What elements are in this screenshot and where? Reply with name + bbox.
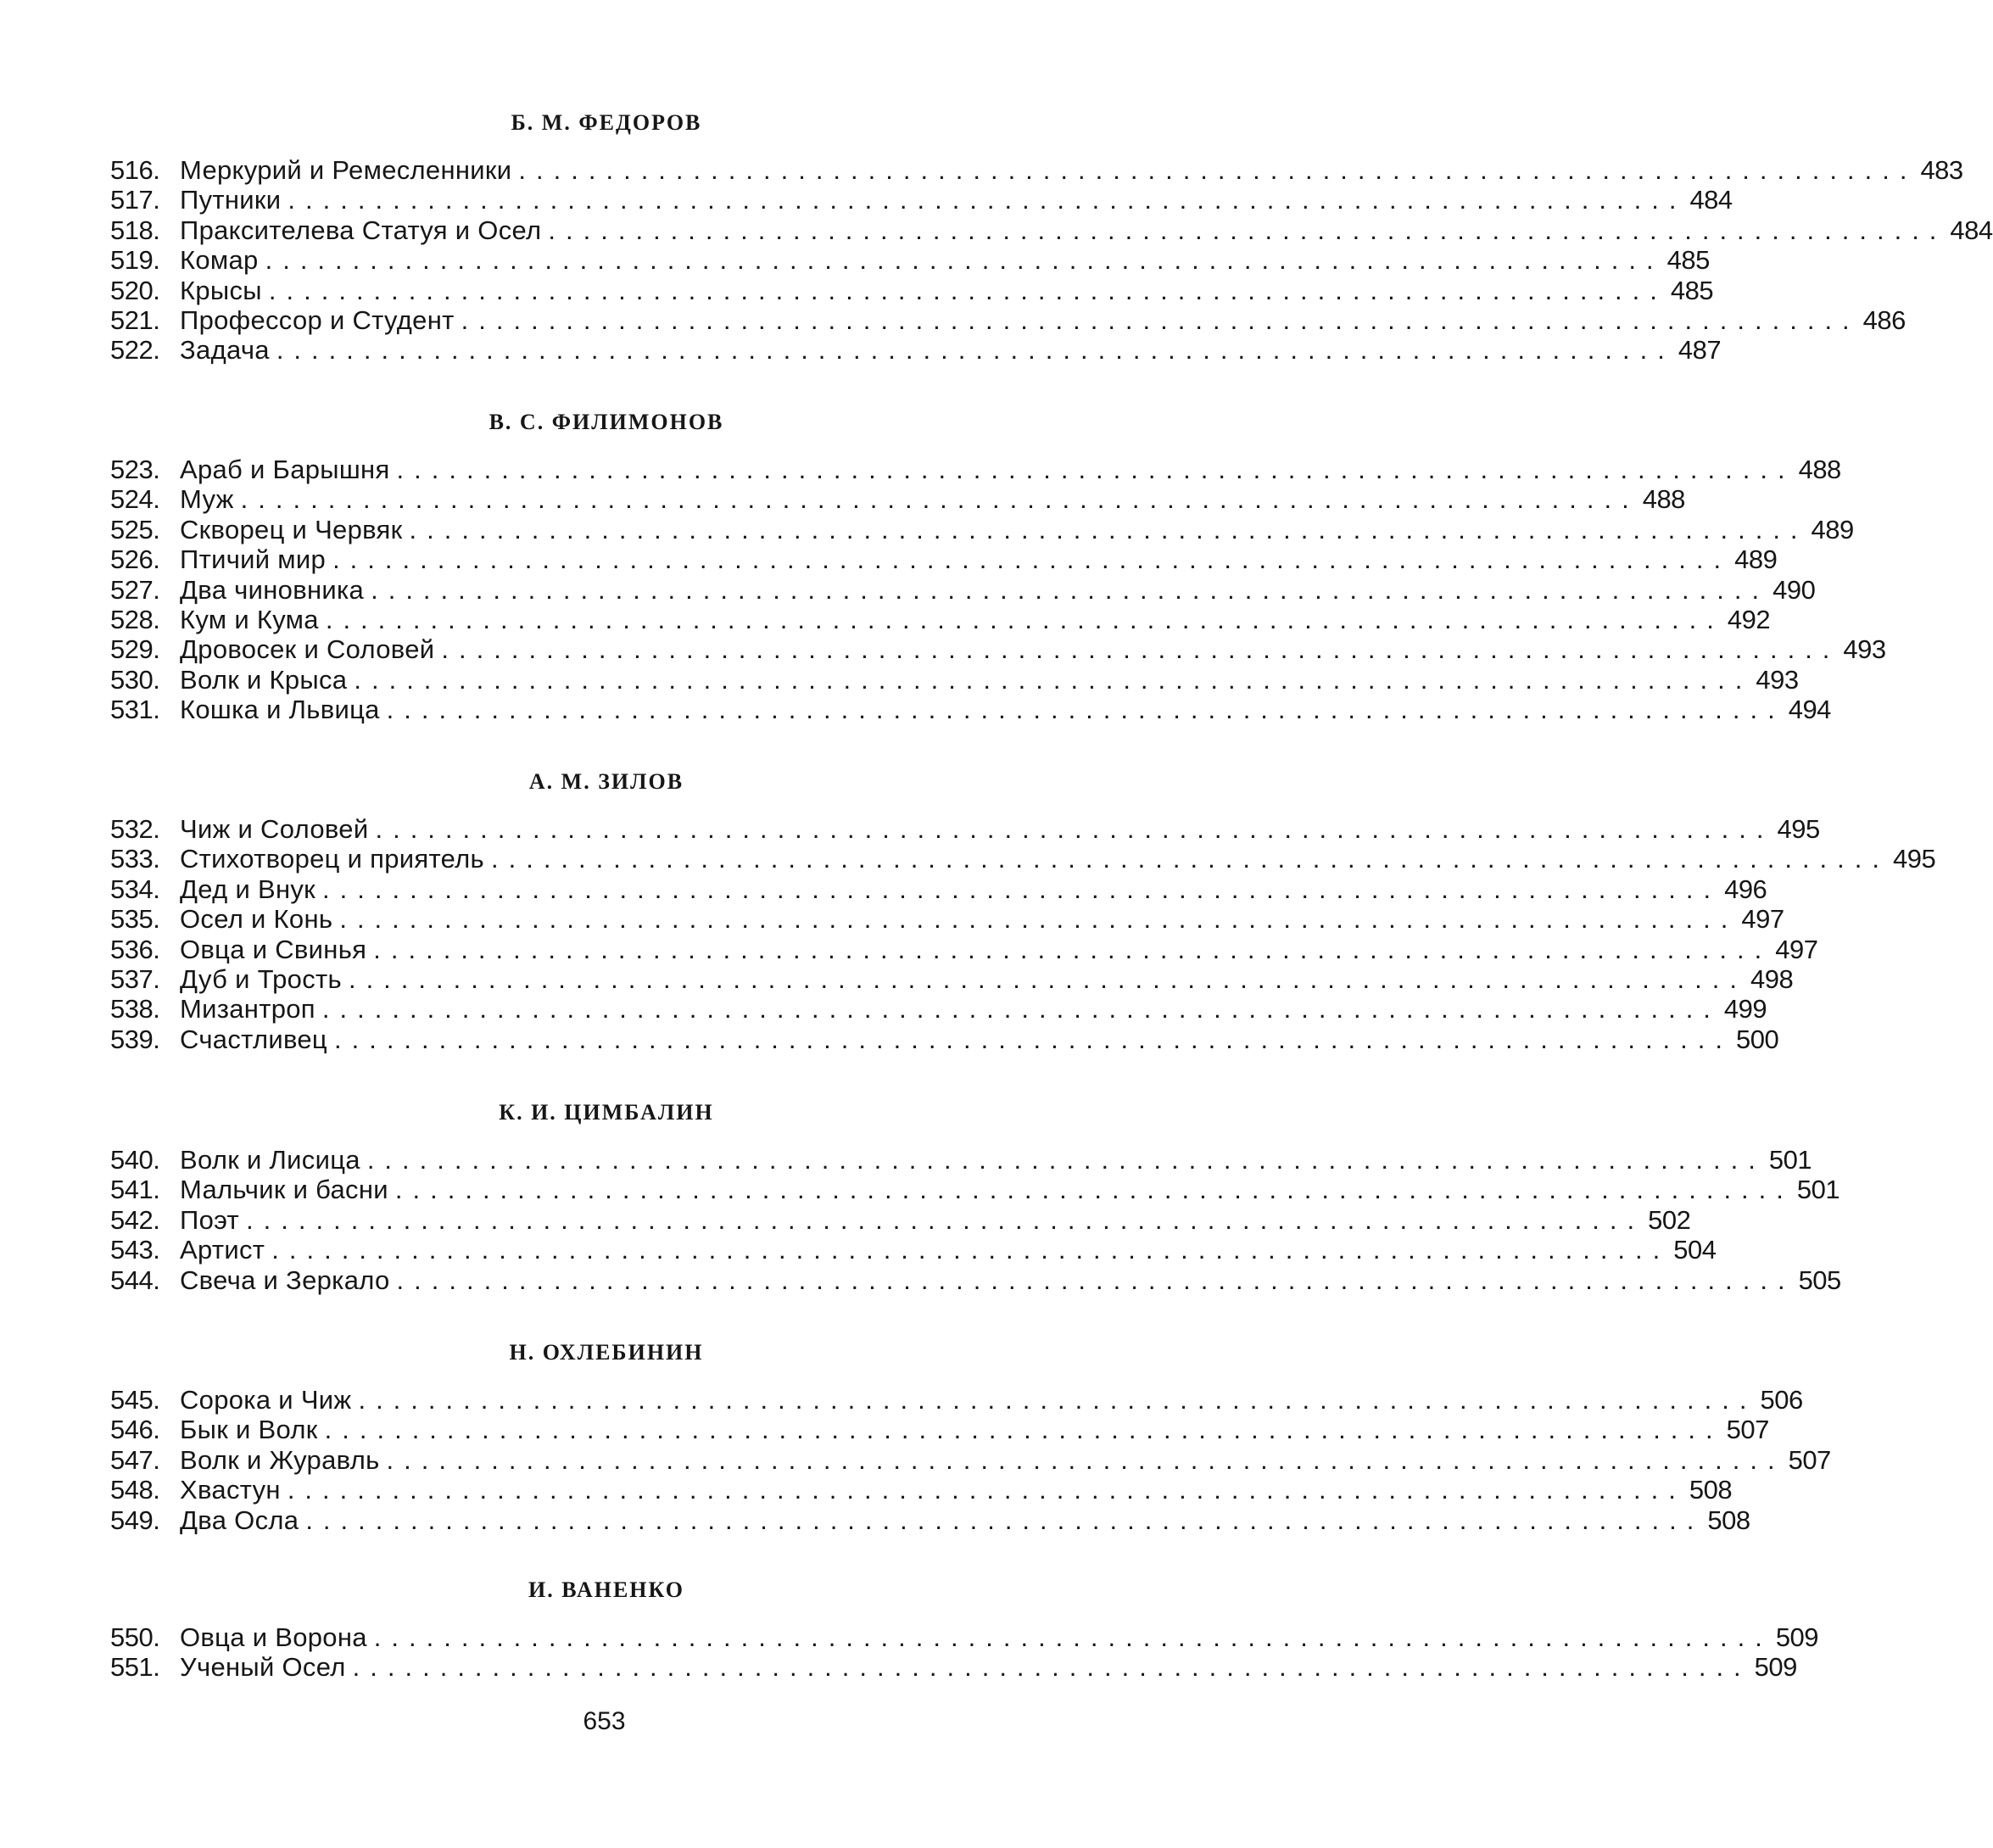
entry-title: Мальчик и басни: [180, 1175, 388, 1205]
toc-entry: [110, 484, 1685, 515]
toc-entry: [110, 604, 1771, 634]
dot-leader: ................................................................................: [441, 634, 1840, 665]
entry-number: 526.: [110, 544, 160, 575]
entry-title: Араб и Барышня: [180, 455, 390, 484]
entry-number: 537.: [110, 963, 160, 994]
toc-entry: [110, 1024, 1779, 1054]
toc-entry: [110, 1475, 1733, 1505]
entry-page: 494: [1788, 695, 1831, 725]
entry-number: 532.: [110, 814, 160, 844]
toc-entry: [110, 1204, 1691, 1235]
dot-leader: ................................................................................: [375, 814, 1774, 844]
toc-entry: [110, 1385, 1803, 1415]
toc-entry: [110, 695, 1831, 725]
dot-leader: ................................................................................: [288, 185, 1687, 215]
entry-page: 497: [1775, 934, 1818, 964]
dot-leader: ................................................................................: [305, 1505, 1705, 1535]
entry-list: [110, 155, 1993, 366]
entry-title: Овца и Свинья: [180, 934, 367, 964]
dot-leader: ................................................................................: [409, 514, 1808, 544]
entry-title: Птичий мир: [180, 544, 327, 575]
toc-entry: [110, 963, 1794, 994]
entry-title: Скворец и Червяк: [180, 514, 403, 544]
toc-entry: [110, 844, 1936, 874]
entry-number: 520.: [110, 275, 160, 305]
entry-number: 518.: [110, 215, 160, 245]
dot-leader: ................................................................................: [366, 1145, 1766, 1175]
entry-number: 548.: [110, 1475, 160, 1505]
entry-page: 502: [1648, 1204, 1691, 1235]
entry-page: 507: [1726, 1415, 1769, 1445]
section-author-heading: А. М. ЗИЛОВ: [528, 769, 684, 794]
entry-page: 504: [1673, 1235, 1717, 1265]
dot-leader: ................................................................................: [321, 994, 1721, 1024]
entry-number: 545.: [110, 1385, 160, 1415]
entry-page: 498: [1750, 963, 1794, 994]
entry-number: 539.: [110, 1024, 160, 1054]
toc-entry: [110, 574, 1816, 605]
dot-leader: ................................................................................: [352, 1652, 1751, 1683]
toc-entry: [110, 904, 1784, 935]
entry-title: Дед и Внук: [180, 874, 316, 904]
entry-page: 507: [1788, 1444, 1831, 1475]
entry-number: 529.: [110, 634, 160, 665]
entry-list: [110, 455, 1886, 725]
entry-page: 485: [1666, 245, 1710, 276]
toc-entry: [110, 215, 1993, 245]
toc-entry: [110, 634, 1886, 665]
toc-entry: [110, 1145, 1812, 1175]
dot-leader: ................................................................................: [548, 215, 1947, 245]
toc-entry: [110, 1235, 1717, 1265]
entry-number: 540.: [110, 1145, 160, 1175]
entry-title: Хвастун: [180, 1475, 281, 1505]
dot-leader: ................................................................................: [396, 1265, 1795, 1295]
entry-title: Артист: [180, 1235, 265, 1265]
toc-entry: [110, 1415, 1769, 1445]
entry-title: Путники: [180, 185, 282, 215]
dot-leader: ................................................................................: [246, 1204, 1645, 1235]
entry-number: 521.: [110, 304, 160, 335]
entry-page: 508: [1689, 1475, 1733, 1505]
entry-page: 490: [1772, 574, 1816, 605]
entry-list: [110, 1145, 1841, 1295]
entry-title: Волк и Крыса: [180, 664, 348, 695]
entry-page: 495: [1893, 844, 1936, 874]
dot-leader: ................................................................................: [386, 695, 1785, 725]
entry-number: 551.: [110, 1652, 160, 1683]
dot-leader: ................................................................................: [324, 1415, 1723, 1445]
dot-leader: ................................................................................: [240, 484, 1639, 515]
dot-leader: ................................................................................: [271, 1235, 1671, 1265]
dot-leader: ................................................................................: [322, 874, 1722, 904]
toc-entry: [110, 874, 1767, 904]
entry-number: 547.: [110, 1444, 160, 1475]
entry-title: Кошка и Львица: [180, 695, 380, 725]
section-author-heading: И. ВАНЕНКО: [528, 1577, 684, 1602]
entry-title: Свеча и Зеркало: [180, 1265, 390, 1295]
entry-title: Ученый Осел: [180, 1652, 346, 1683]
dot-leader: ................................................................................: [461, 304, 1860, 335]
entry-number: 528.: [110, 604, 160, 634]
toc-entry: [110, 185, 1733, 215]
entry-title: Комар: [180, 245, 259, 276]
entry-number: 519.: [110, 245, 160, 276]
entry-number: 550.: [110, 1622, 160, 1652]
entry-page: 509: [1754, 1652, 1797, 1683]
dot-leader: ................................................................................: [325, 604, 1724, 634]
entry-number: 541.: [110, 1175, 160, 1205]
entry-number: 531.: [110, 695, 160, 725]
dot-leader: ................................................................................: [396, 455, 1795, 484]
entry-page: 501: [1768, 1145, 1812, 1175]
toc-entry: [110, 814, 1820, 844]
toc-entry: [110, 1652, 1797, 1683]
entry-title: Дуб и Трость: [180, 963, 342, 994]
toc-entry: [110, 1505, 1750, 1535]
entry-page: 489: [1811, 514, 1854, 544]
entry-page: 506: [1760, 1385, 1803, 1415]
toc-entry: [110, 994, 1767, 1024]
entry-title: Стихотворец и приятель: [180, 844, 484, 874]
section-author-heading: Н. ОХЛЕБИНИН: [509, 1340, 704, 1365]
toc-entry: [110, 455, 1841, 484]
dot-leader: ................................................................................: [490, 844, 1890, 874]
entry-number: 543.: [110, 1235, 160, 1265]
entry-title: Счастливец: [180, 1024, 327, 1054]
entry-page: 496: [1724, 874, 1767, 904]
entry-page: 485: [1670, 275, 1714, 305]
entry-page: 509: [1775, 1622, 1819, 1652]
toc-entry: [110, 1175, 1840, 1205]
toc-entry: [110, 335, 1722, 366]
entry-title: Волк и Журавль: [180, 1444, 380, 1475]
entry-number: 536.: [110, 934, 160, 964]
dot-leader: ................................................................................: [386, 1444, 1785, 1475]
entry-title: Задача: [180, 335, 270, 366]
toc-entry: [110, 245, 1710, 276]
entry-number: 525.: [110, 514, 160, 544]
entry-title: Мизантроп: [180, 994, 315, 1024]
toc-entry: [110, 275, 1714, 305]
entry-title: Меркурий и Ремесленники: [180, 155, 512, 185]
entry-title: Осел и Конь: [180, 904, 333, 935]
dot-leader: ................................................................................: [276, 335, 1675, 366]
page-number: 653: [583, 1707, 626, 1735]
toc-entry: [110, 544, 1778, 575]
toc-entry: [110, 1444, 1831, 1475]
entry-title: Крысы: [180, 275, 262, 305]
entry-title: Два Осла: [180, 1505, 299, 1535]
entry-page: 487: [1678, 335, 1722, 366]
entry-page: 492: [1727, 604, 1771, 634]
entry-page: 508: [1707, 1505, 1750, 1535]
dot-leader: ................................................................................: [518, 155, 1918, 185]
entry-number: 542.: [110, 1204, 160, 1235]
dot-leader: ................................................................................: [358, 1385, 1757, 1415]
dot-leader: ................................................................................: [287, 1475, 1686, 1505]
toc-entry: [110, 155, 1963, 185]
entry-title: Чиж и Соловей: [180, 814, 369, 844]
entry-title: Дровосек и Соловей: [180, 634, 435, 665]
entry-list: [110, 1622, 1819, 1683]
toc-entry: [110, 934, 1818, 964]
entry-page: 483: [1920, 155, 1963, 185]
toc-entry: [110, 304, 1906, 335]
entry-number: 522.: [110, 335, 160, 366]
dot-leader: ................................................................................: [268, 275, 1667, 305]
entry-page: 484: [1689, 185, 1733, 215]
toc-entry: [110, 1622, 1819, 1652]
entry-number: 534.: [110, 874, 160, 904]
entry-page: 488: [1798, 455, 1841, 484]
toc-entry: [110, 664, 1799, 695]
entry-page: 489: [1734, 544, 1778, 575]
entry-number: 538.: [110, 994, 160, 1024]
entry-title: Бык и Волк: [180, 1415, 318, 1445]
entry-number: 549.: [110, 1505, 160, 1535]
entry-title: Два чиновника: [180, 574, 365, 605]
entry-page: 495: [1777, 814, 1820, 844]
entry-number: 523.: [110, 455, 160, 484]
dot-leader: ................................................................................: [373, 1622, 1772, 1652]
entry-list: [110, 814, 1936, 1054]
entry-title: Поэт: [180, 1204, 240, 1235]
entry-page: 500: [1736, 1024, 1779, 1054]
entry-page: 486: [1862, 304, 1906, 335]
section-author-heading: К. И. ЦИМБАЛИН: [499, 1100, 714, 1125]
entry-title: Кум и Кума: [180, 604, 319, 634]
dot-leader: ................................................................................: [394, 1175, 1794, 1205]
entry-page: 499: [1723, 994, 1767, 1024]
entry-number: 527.: [110, 574, 160, 605]
entry-title: Профессор и Студент: [180, 304, 455, 335]
entry-number: 535.: [110, 904, 160, 935]
dot-leader: ................................................................................: [265, 245, 1664, 276]
section-author-heading: Б. М. ФЕДОРОВ: [511, 110, 702, 135]
dot-leader: ................................................................................: [354, 664, 1753, 695]
entry-page: 497: [1741, 904, 1784, 935]
toc-page: [110, 0, 1993, 1848]
dot-leader: ................................................................................: [371, 574, 1770, 605]
entry-page: 493: [1756, 664, 1799, 695]
section-author-heading: В. С. ФИЛИМОНОВ: [488, 410, 724, 434]
toc-entry: [110, 514, 1854, 544]
entry-title: Сорока и Чиж: [180, 1385, 352, 1415]
entry-number: 533.: [110, 844, 160, 874]
entry-title: Муж: [180, 484, 234, 515]
entry-page: 493: [1843, 634, 1886, 665]
entry-number: 517.: [110, 185, 160, 215]
entry-number: 524.: [110, 484, 160, 515]
entry-number: 516.: [110, 155, 160, 185]
entry-number: 530.: [110, 664, 160, 695]
entry-page: 488: [1642, 484, 1685, 515]
entry-page: 505: [1798, 1265, 1841, 1295]
entry-list: [110, 1385, 1831, 1535]
entry-number: 544.: [110, 1265, 160, 1295]
entry-title: Праксителева Статуя и Осел: [180, 215, 542, 245]
entry-title: Волк и Лисица: [180, 1145, 360, 1175]
entry-title: Овца и Ворона: [180, 1622, 367, 1652]
dot-leader: ................................................................................: [348, 963, 1747, 994]
entry-number: 546.: [110, 1415, 160, 1445]
dot-leader: ................................................................................: [339, 904, 1739, 935]
dot-leader: ................................................................................: [333, 1024, 1733, 1054]
dot-leader: ................................................................................: [332, 544, 1732, 575]
toc-entry: [110, 1265, 1841, 1295]
entry-page: 501: [1796, 1175, 1840, 1205]
entry-page: 484: [1950, 215, 1993, 245]
dot-leader: ................................................................................: [373, 934, 1772, 964]
